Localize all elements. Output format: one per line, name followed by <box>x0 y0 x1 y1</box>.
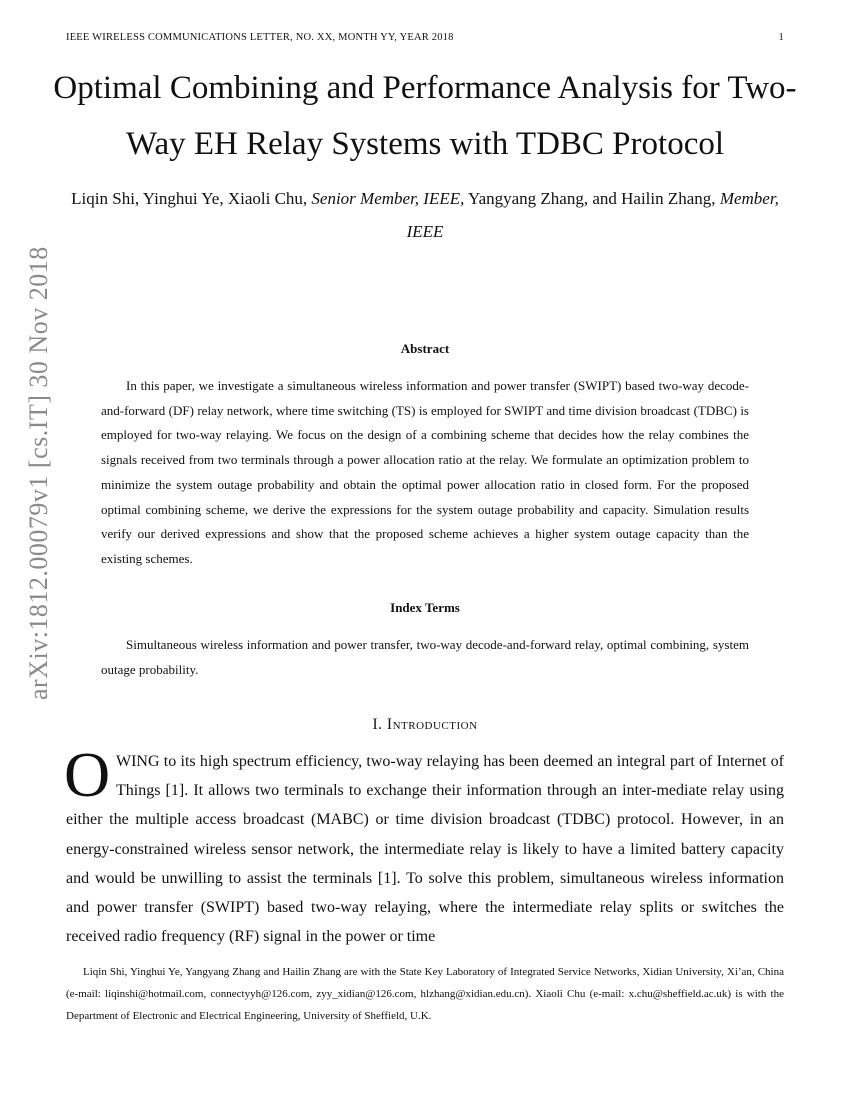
page-number: 1 <box>778 32 784 43</box>
author-role-1: Senior Member, IEEE, <box>311 189 465 208</box>
author-list <box>60 182 790 248</box>
running-header <box>66 32 784 48</box>
section-title: Introduction <box>386 716 478 733</box>
introduction-text: WING to its high spectrum efficiency, two-way relaying has been deemed an integral part of Internet of Things [1]. It allows two terminals to exchange their information through an inter-mediate relay using either the multiple access broadcast (MABC) or time division broadcast (TDBC) protocol. However, in an energy-constrained wireless sensor network, the intermediate relay is likely to have a limited battery capacity and would be unwilling to assist the terminals [1]. To solve this problem, simultaneous wireless information and power transfer (SWIPT) based two-way relaying, where the intermediate relay splits or switches the received radio frequency (RF) signal in the power or time <box>66 753 784 946</box>
abstract-heading: Abstract <box>400 341 450 356</box>
arxiv-id: arXiv:1812.00079v1 [cs.IT] 30 Nov 2018 <box>24 246 53 700</box>
author-role-2: Member, IEEE <box>406 189 779 241</box>
author-names-2: Yangyang Zhang, and Hailin Zhang, <box>464 189 720 208</box>
author-names-1: Liqin Shi, Yinghui Ye, Xiaoli Chu, <box>71 189 312 208</box>
section-heading-introduction <box>66 716 784 734</box>
author-footnote: Liqin Shi, Yinghui Ye, Yangyang Zhang and Hailin Zhang are with the State Key Laboratory of Integrated Service Networks, Xidian University, Xi’an, China (e-mail: liqinshi@hotmail.com, connectyyh@126.com, zyy_xidian@126.com, hlzhang@xidian.edu.cn). Xiaoli Chu (e-mail: x.chu@sheffield.ac.uk) is with the Department of Electronic and Electrical Engineering, University of Sheffield, U.K. <box>66 966 784 1022</box>
journal-header: IEEE WIRELESS COMMUNICATIONS LETTER, NO. XX, MONTH YY, YEAR 2018 <box>66 32 454 43</box>
introduction-paragraph <box>66 747 784 951</box>
drop-cap: O <box>64 739 111 810</box>
index-terms-text: Simultaneous wireless information and power transfer, two-way decode-and-forward relay, optimal combining, system outage probability. <box>101 637 749 677</box>
index-terms-heading: Index Terms <box>390 600 460 615</box>
paper-title: Optimal Combining and Performance Analysis for Two-Way EH Relay Systems with TDBC Protocol <box>53 70 797 162</box>
section-number: I. <box>372 716 387 733</box>
abstract-text: In this paper, we investigate a simultaneous wireless information and power transfer (SWIPT) based two-way decode-and-forward (DF) relay network, where time switching (TS) is employed for SWIPT and time division broadcast (TDBC) is employed for two-way relaying. We focus on the design of a combining scheme that decides how the relay combines the signals received from two terminals through a power allocation ratio at the relay. We formulate an optimization problem to minimize the system outage probability and obtain the optimal power allocation ratio in closed form. For the proposed optimal combining scheme, we derive the expressions for the system outage probability and capacity. Simulation results verify our derived expressions and show that the proposed scheme achieves a higher system outage capacity than the existing schemes. <box>101 378 749 566</box>
